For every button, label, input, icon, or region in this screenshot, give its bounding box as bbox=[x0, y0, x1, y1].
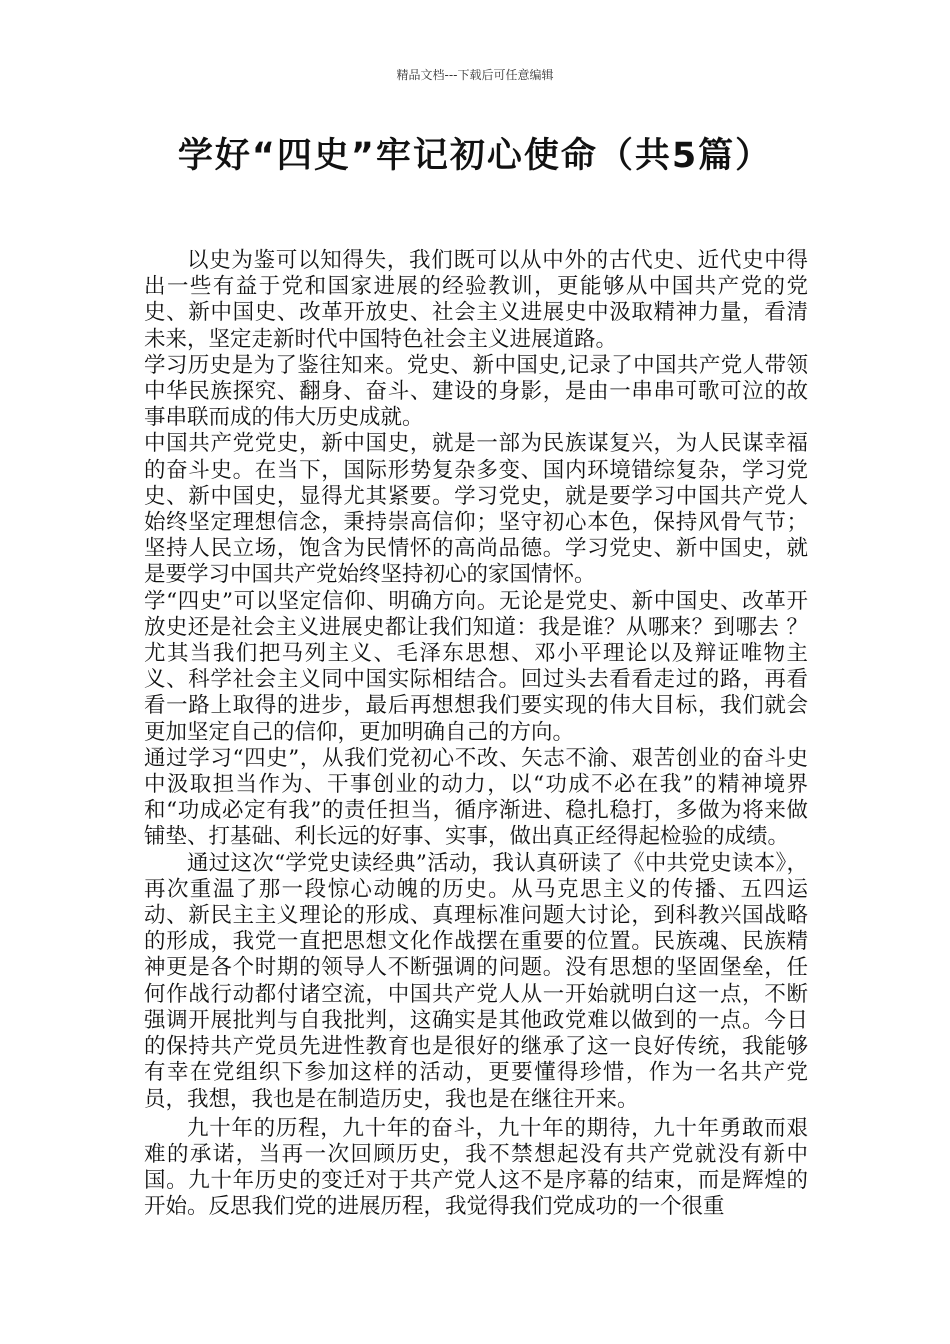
document-body bbox=[144, 248, 808, 1221]
body-paragraph: 学“四史”可以坚定信仰、明确方向。无论是党史、新中国史、改革开放史还是社会主义进展史都让我们知道：我是谁？从哪来？到哪去 ？尤其当我们把马列主义、毛泽东思想、邓小平理论以及辩证唯物主义、科学社会主义同中国实际相结合。回过头去看看走过的路，再看看一路上取得的进步，最后再想想我们要实现的伟大目标，我们就会更加坚定自己的信仰，更加明确自己的方向。 bbox=[144, 588, 808, 745]
body-paragraph: 学习历史是为了鉴往知来。党史、新中国史,记录了中国共产党人带领中华民族探究、翻身、奋斗、建设的身影，是由一串串可歌可泣的故事串联而成的伟大历史成就。 bbox=[144, 352, 808, 431]
body-paragraph: 以史为鉴可以知得失，我们既可以从中外的古代史、近代史中得出一些有益于党和国家进展的经验教训，更能够从中国共产党的党史、新中国史、改革开放史、社会主义进展史中汲取精神力量，看清未来，坚定走新时代中国特色社会主义进展道路。 bbox=[144, 248, 808, 352]
body-paragraph: 通过学习“四史”，从我们党初心不改、矢志不渝、艰苦创业的奋斗史中汲取担当作为、干事创业的动力，以“功成不必在我”的精神境界和“功成必定有我”的责任担当，循序渐进、稳扎稳打，多做为将来做铺垫、打基础、利长远的好事、实事，做出真正经得起检验的成绩。 bbox=[144, 745, 808, 850]
body-paragraph: 九十年的历程，九十年的奋斗，九十年的期待，九十年勇敢而艰难的承诺，当再一次回顾历史，我不禁想起没有共产党就没有新中国。九十年历史的变迁对于共产党人这不是序幕的结束，而是辉煌的开始。反思我们党的进展历程，我觉得我们党成功的一个很重 bbox=[144, 1115, 808, 1220]
page-header: 精品文档---下载后可任意编辑 bbox=[396, 68, 554, 82]
document-title: 学好“四史”牢记初心使命（共5篇） bbox=[177, 136, 773, 176]
body-paragraph: 通过这次“学党史读经典”活动，我认真研读了《中共党史读本》，再次重温了那一段惊心动魄的历史。从马克思主义的传播、五四运动、新民主主义理论的形成、真理标准问题大讨论，到科教兴国战略的形成，我党一直把思想文化作战摆在重要的位置。民族魂、民族精神更是各个时期的领导人不断强调的问题。没有思想的坚固堡垒，任何作战行动都付诸空流，中国共产党人从一开始就明白这一点，不断强调开展批判与自我批判，这确实是其他政党难以做到的一点。今日的保持共产党员先进性教育也是很好的继承了这一良好传统，我能够有幸在党组织下参加这样的活动，更要懂得珍惜，作为一名共产党员，我想，我也是在制造历史，我也是在继往开来。 bbox=[144, 850, 808, 1112]
body-paragraph: 中国共产党党史，新中国史，就是一部为民族谋复兴，为人民谋幸福的奋斗史。在当下，国际形势复杂多变、国内环境错综复杂，学习党史、新中国史，显得尤其紧要。学习党史，就是要学习中国共产党人始终坚定理想信念，秉持崇高信仰；坚守初心本色，保持风骨气节；坚持人民立场，饱含为民情怀的高尚品德。学习党史、新中国史，就是要学习中国共产党始终坚持初心的家国情怀。 bbox=[144, 431, 808, 588]
